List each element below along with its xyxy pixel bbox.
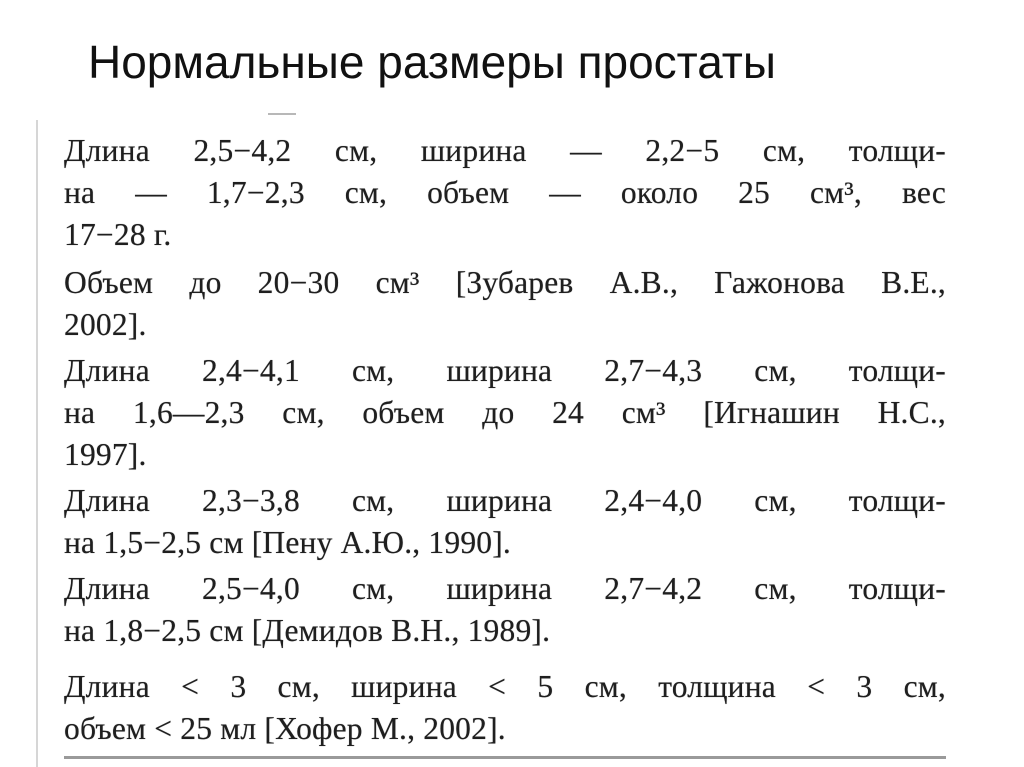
text-line: Длина 2,5−4,2 см, ширина — 2,2−5 см, толщи-: [64, 133, 946, 168]
text-line: на — 1,7−2,3 см, объем — около 25 см³, вес: [64, 175, 946, 210]
scan-edge-bottom: [64, 756, 946, 759]
slide-title: Нормальные размеры простаты: [88, 36, 776, 88]
text-line: Длина 2,3−3,8 см, ширина 2,4−4,0 см, толщи-: [64, 483, 946, 518]
text-line: на 1,6—2,3 см, объем до 24 см³ [Игнашин Н.С.,: [64, 395, 946, 430]
text-line: 1997].: [64, 437, 147, 472]
text-line: Длина < 3 см, ширина < 5 см, толщина < 3 см,: [64, 669, 946, 704]
text-line: 2002].: [64, 307, 147, 342]
text-line: 17−28 г.: [64, 217, 172, 252]
text-line: объем < 25 мл [Хофер М., 2002].: [64, 711, 506, 746]
scan-artifact-mark: [268, 113, 296, 115]
text-line: Длина 2,4−4,1 см, ширина 2,7−4,3 см, толщи-: [64, 353, 946, 388]
text-line: на 1,5−2,5 см [Пену А.Ю., 1990].: [64, 525, 511, 560]
text-line: Объем до 20−30 см³ [Зубарев А.В., Гажонова В.Е.,: [64, 265, 946, 300]
text-line: на 1,8−2,5 см [Демидов В.Н., 1989].: [64, 613, 551, 648]
text-line: Длина 2,5−4,0 см, ширина 2,7−4,2 см, толщи-: [64, 571, 946, 606]
scan-edge-left: [36, 120, 38, 767]
scanned-text-block: [64, 128, 946, 767]
